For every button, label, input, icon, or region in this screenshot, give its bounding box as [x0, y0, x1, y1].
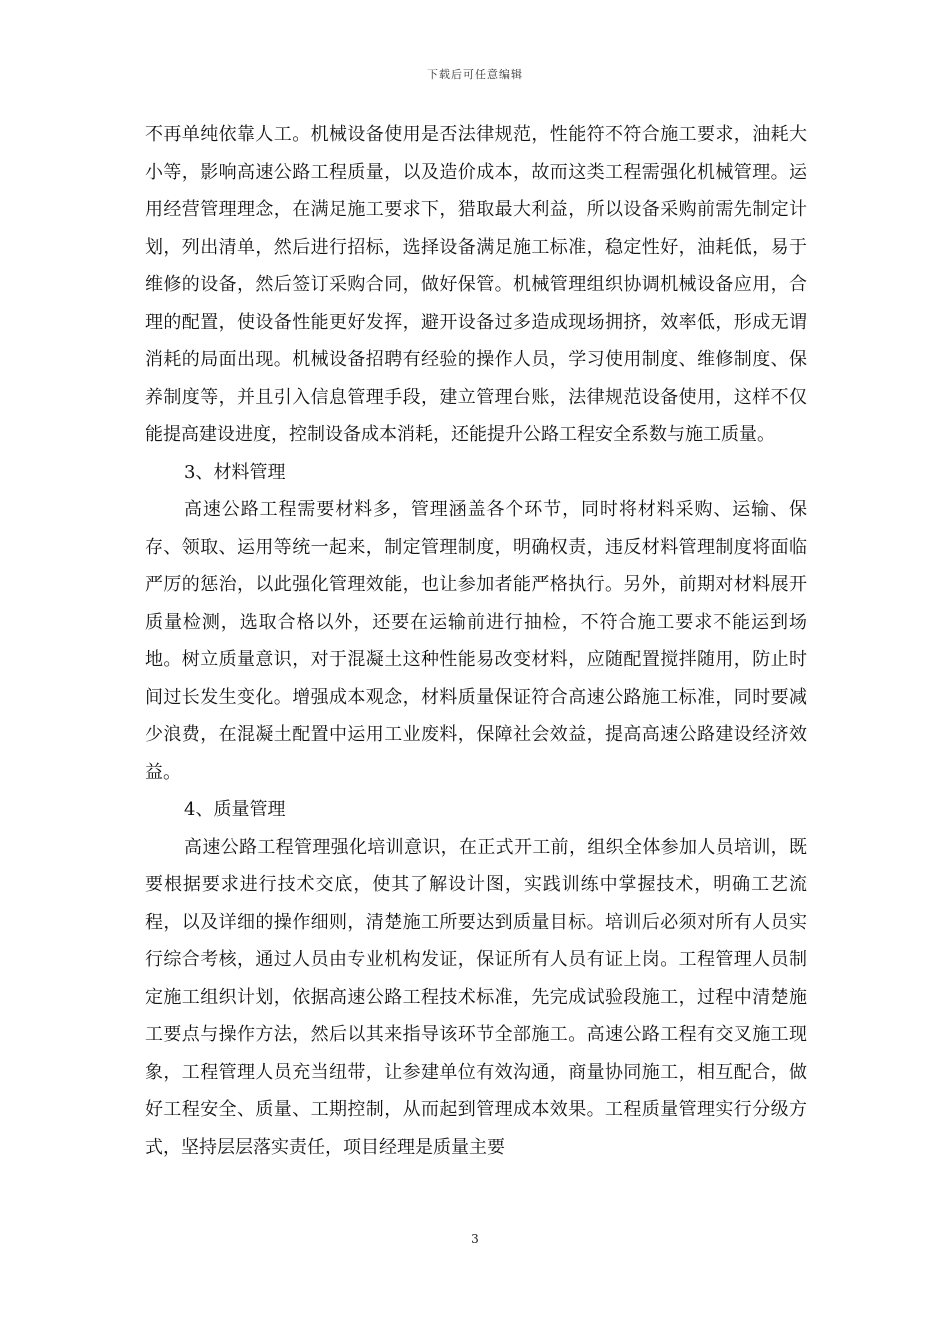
paragraph-machinery-management: 不再单纯依靠人工。机械设备使用是否法律规范，性能符不符合施工要求，油耗大小等，影响高速公路工程质量，以及造价成本，故而这类工程需强化机械管理。运用经营管理理念，在满足施工要求下，猎取最大利益，所以设备采购前需先制定计划，列出清单，然后进行招标，选择设备满足施工标准，稳定性好，油耗低，易于维修的设备，然后签订采购合同，做好保管。机械管理组织协调机械设备应用，合理的配置，使设备性能更好发挥，避开设备过多造成现场拥挤，效率低，形成无谓消耗的局面出现。机械设备招聘有经验的操作人员，学习使用制度、维修制度、保养制度等，并且引入信息管理手段，建立管理台账，法律规范设备使用，这样不仅能提高建设进度，控制设备成本消耗，还能提升公路工程安全系数与施工质量。 — [145, 124, 807, 445]
section-heading-material-management: 3、材料管理 — [184, 461, 286, 483]
page-header: 下载后可任意编辑 — [427, 68, 523, 81]
paragraph-quality-management: 高速公路工程管理强化培训意识，在正式开工前，组织全体参加人员培训，既要根据要求进行技术交底，使其了解设计图，实践训练中掌握技术，明确工艺流程，以及详细的操作细则，清楚施工所要达到质量目标。培训后必须对所有人员实行综合考核，通过人员由专业机构发证，保证所有人员有证上岗。工程管理人员制定施工组织计划，依据高速公路工程技术标准，先完成试验段施工，过程中清楚施工要点与操作方法，然后以其来指导该环节全部施工。高速公路工程有交叉施工现象，工程管理人员充当纽带，让参建单位有效沟通，商量协同施工，相互配合，做好工程安全、质量、工期控制，从而起到管理成本效果。工程质量管理实行分级方式，坚持层层落实责任，项目经理是质量主要 — [145, 836, 807, 1158]
section-heading-quality-management: 4、质量管理 — [184, 799, 286, 820]
page-number: 3 — [471, 1232, 479, 1246]
paragraph-material-management: 高速公路工程需要材料多，管理涵盖各个环节，同时将材料采购、运输、保存、领取、运用等统一起来，制定管理制度，明确权责，违反材料管理制度将面临严厉的惩治，以此强化管理效能，也让参加者能严格执行。另外，前期对材料展开质量检测，选取合格以外，还要在运输前进行抽检，不符合施工要求不能运到场地。树立质量意识，对于混凝土这种性能易改变材料，应随配置搅拌随用，防止时间过长发生变化。增强成本观念，材料质量保证符合高速公路施工标准，同时要减少浪费，在混凝土配置中运用工业废料，保障社会效益，提高高速公路建设经济效益。 — [145, 499, 807, 783]
document-body — [145, 116, 807, 1166]
